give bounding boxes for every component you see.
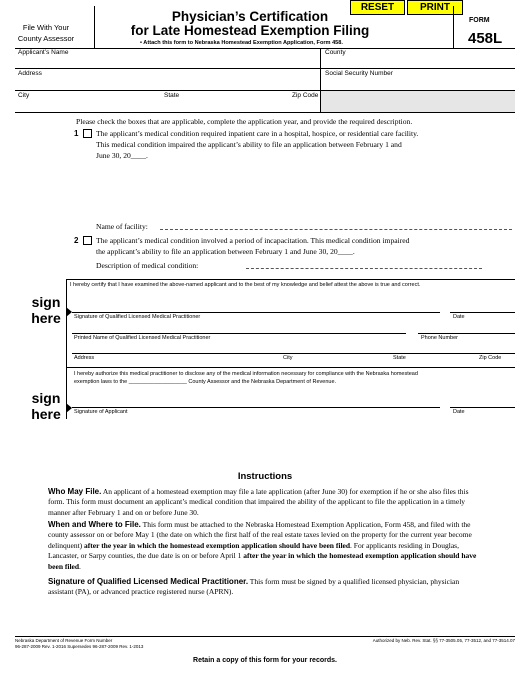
item2-checkbox[interactable] [83, 236, 92, 245]
phone-field[interactable] [418, 318, 515, 333]
file-with-line1: File With Your [22, 23, 70, 32]
when-text3: . [79, 561, 81, 571]
item1-line1: The applicant’s medical condition required inpatient care in a hospital, hospice, or residential care facility. [96, 129, 419, 138]
attach-note: • Attach this form to Nebraska Homestead Exemption Application, Form 458. [140, 40, 343, 46]
when-text2: . For applicants residing in Douglas, Lancaster, or Sarpy counties, the due date is on or before April 1 [48, 540, 459, 561]
reset-button[interactable]: RESET [350, 0, 405, 15]
when-text1: This form must be attached to the Nebraska Homestead Exemption Application, Form 458, and filed with the county assessor on or before May 1 (the date on which the first half of the real estate taxes levied on the property for the current year become delinquent) [48, 520, 472, 550]
practitioner-address-label: Address [74, 355, 95, 361]
sig-text: This form must be signed by a qualified licensed physician, physician assistant (PA), or advanced practice registered nurse (APRN). [48, 577, 460, 597]
printed-name-field[interactable] [72, 318, 406, 333]
applicant-date-label: Date [453, 409, 465, 415]
address-label: Address [18, 70, 42, 77]
printed-name-rule [72, 333, 406, 334]
shaded-cell [321, 91, 515, 112]
signature-instructions [48, 577, 483, 598]
applicant-signature-rule [72, 407, 440, 408]
header-left-divider [94, 6, 95, 48]
sig-heading: Signature of Qualified Licensed Medical Practitioner. [48, 577, 249, 586]
footer-rule [15, 636, 515, 637]
item1-line3: June 30, 20____. [96, 151, 148, 160]
practitioner-address-rule [72, 353, 515, 354]
when-bold2: after the year in which the homestead exemption application should have been filed [48, 551, 477, 571]
practitioner-signature-label: Signature of Qualified Licensed Medical Practitioner [74, 314, 201, 320]
practitioner-date-rule [450, 312, 515, 313]
form-title [120, 10, 380, 38]
sign-here-2 [26, 390, 66, 422]
form-label: FORM [469, 17, 490, 24]
city-state-zip-field[interactable] [15, 90, 320, 112]
city-label: City [18, 92, 30, 99]
state-label: State [164, 92, 180, 99]
who-text: An applicant of a homestead exemption may file a late application (after June 30) for exemption if he or she also files this form. This form must document an applicant’s medical condition that impaired the ability of the applicant to file the application in a timely manner after February 1 and on or before June 30. [48, 487, 469, 517]
practitioner-date-label: Date [453, 314, 465, 320]
footer-authorized: Authorized by Neb. Rev. Stat. §§ 77-3505.05, 77-3512, and 77-3514.07 [372, 638, 515, 643]
ssn-label: Social Security Number [325, 70, 393, 77]
phone-label: Phone Number [421, 335, 458, 341]
description-label: Description of medical condition: [96, 261, 199, 270]
item1-checkbox[interactable] [83, 129, 92, 138]
form-number: 458L [468, 30, 503, 47]
authorization-line1: I hereby authorize this medical practitioner to disclose any of the medical information necessary for compliance with the Nebraska homestead [74, 371, 418, 377]
item2-number: 2 [74, 236, 79, 245]
practitioner-address-field[interactable] [72, 339, 515, 353]
file-with-note [6, 22, 86, 44]
here-word-2: here [31, 406, 61, 422]
footer-dept-line2: 96-287-2009 Rev. 1-2016 Supersedes 96-287-2009 Rev. 1-2013 [15, 644, 144, 649]
practitioner-city-label: City [283, 355, 293, 361]
title-line2: for Late Homestead Exemption Filing [130, 23, 370, 38]
here-word-1: here [31, 310, 61, 326]
applicant-name-field[interactable] [15, 48, 320, 68]
item2-text [96, 235, 409, 257]
instructions-heading: Instructions [237, 471, 293, 482]
printed-name-label: Printed Name of Qualified Licensed Medical Practitioner [74, 335, 211, 341]
practitioner-zip-label: Zip Code [479, 355, 502, 361]
description-field[interactable] [246, 261, 482, 269]
title-line1: Physician’s Certification [171, 9, 329, 24]
authorization-top-rule [66, 367, 515, 368]
when-where-file [48, 520, 483, 572]
footer-dept-line1: Nebraska Department of Revenue Form Number [15, 638, 113, 643]
sign-here-1 [26, 294, 66, 326]
applicant-date-rule [450, 407, 515, 408]
county-field[interactable] [321, 48, 515, 68]
conditions-intro: Please check the boxes that are applicable, complete the application year, and provide the required description. [76, 117, 413, 126]
applicant-date-field[interactable] [450, 392, 515, 407]
practitioner-state-label: State [393, 355, 406, 361]
header-right-divider [453, 6, 454, 48]
footer-dept [15, 638, 143, 650]
item1-text [96, 128, 418, 161]
facility-label: Name of facility: [96, 222, 148, 231]
item2-line1: The applicant’s medical condition involved a period of incapacitation. This medical condition impaired [96, 236, 410, 245]
practitioner-date-field[interactable] [450, 296, 515, 312]
who-may-file [48, 487, 483, 518]
applicant-signature-field[interactable] [72, 392, 440, 407]
print-button[interactable]: PRINT [407, 0, 463, 15]
retain-note: Retain a copy of this form for your records. [193, 657, 337, 664]
authorization-text [74, 370, 418, 386]
ssn-field[interactable] [321, 68, 515, 90]
zip-label: Zip Code [292, 92, 319, 99]
when-heading: When and Where to File. [48, 520, 141, 529]
practitioner-left-rule [66, 279, 67, 367]
item1-number: 1 [74, 129, 79, 138]
who-heading: Who May File. [48, 487, 102, 496]
when-bold1: after the year in which the homestead exemption application should have been filed [84, 540, 351, 550]
phone-rule [418, 333, 515, 334]
sign-word-2: sign [31, 390, 61, 406]
file-with-line2: County Assessor [17, 34, 75, 43]
authorization-line2: exemption laws to the ___________________ County Assessor and the Nebraska Department of Revenue. [74, 379, 337, 385]
applicant-bottom-rule [15, 112, 515, 113]
applicant-name-label: Applicant’s Name [18, 49, 69, 56]
applicant-signature-label: Signature of Applicant [74, 409, 128, 415]
item1-line2: This medical condition impaired the applicant’s ability to file an application between February 1 and [96, 140, 402, 149]
address-field[interactable] [15, 68, 320, 90]
practitioner-signature-rule [72, 312, 440, 313]
facility-field[interactable] [160, 222, 512, 230]
practitioner-signature-field[interactable] [72, 296, 440, 312]
county-label: County [325, 49, 346, 56]
sign-word-1: sign [31, 294, 61, 310]
practitioner-top-rule [66, 279, 515, 280]
item2-line2: the applicant’s ability to file an application between February 1 and June 30, 20____. [96, 247, 355, 256]
certify-text: I hereby certify that I have examined the above-named applicant and to the best of my knowledge and belief attest the above is true and correct. [70, 282, 421, 288]
